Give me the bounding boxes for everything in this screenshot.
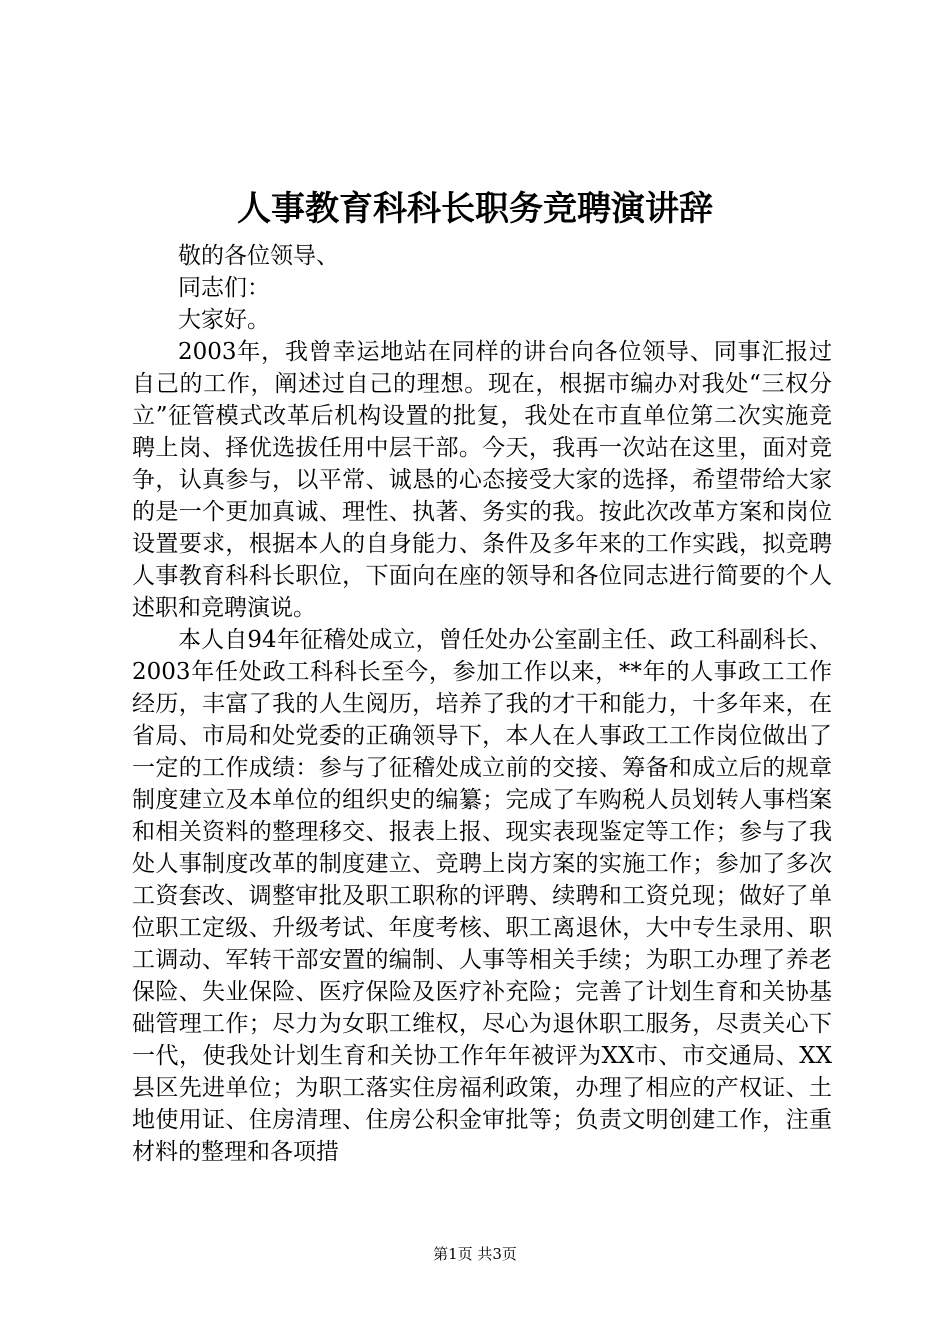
page-number-footer: 第1页 共3页	[433, 1245, 517, 1263]
salutation-line-1: 敬的各位领导、	[178, 243, 339, 269]
body-paragraph: 2003年，我曾幸运地站在同样的讲台向各位领导、同事汇报过自己的工作，阐述过自己的理想。现在，根据市编办对我处“三权分立”征管模式改革后机构设置的批复，我处在市直单位第二次实施竞聘上岗、择优选拔任用中层干部。今天，我再一次站在这里，面对竞争，认真参与，以平常、诚恳的心态接受大家的选择，希望带给大家的是一个更加真诚、理性、执著、务实的我。按此次改革方案和岗位设置要求，根据本人的自身能力、条件及多年来的工作实践，拟竞聘人事教育科科长职位，下面向在座的领导和各位同志进行简要的个人述职和竞聘演说。	[132, 339, 832, 621]
greeting-line: 大家好。	[178, 307, 270, 333]
salutation-line-2: 同志们：	[178, 275, 270, 301]
document-body	[132, 240, 832, 1168]
document-title: 人事教育科科长职务竞聘演讲辞	[237, 189, 713, 229]
body-paragraph: 本人自94年征稽处成立，曾任处办公室副主任、政工科副科长、2003年任处政工科科长至今，参加工作以来，**年的人事政工工作经历，丰富了我的人生阅历，培养了我的才干和能力，十多年来，在省局、市局和处党委的正确领导下，本人在人事政工工作岗位做出了一定的工作成绩：参与了征稽处成立前的交接、筹备和成立后的规章制度建立及本单位的组织史的编纂；完成了车购税人员划转人事档案和相关资料的整理移交、报表上报、现实表现鉴定等工作；参与了我处人事制度改革的制度建立、竞聘上岗方案的实施工作；参加了多次工资套改、调整审批及职工职称的评聘、续聘和工资兑现；做好了单位职工定级、升级考试、年度考核、职工离退休，大中专生录用、职工调动、军转干部安置的编制、人事等相关手续；为职工办理了养老保险、失业保险、医疗保险及医疗补充险；完善了计划生育和关协基础管理工作；尽力为女职工维权，尽心为退休职工服务，尽责关心下一代，使我处计划生育和关协工作年年被评为XX市、市交通局、XX县区先进单位；为职工落实住房福利政策，办理了相应的产权证、土地使用证、住房清理、住房公积金审批等；负责文明创建工作，注重材料的整理和各项措	[132, 627, 832, 1165]
